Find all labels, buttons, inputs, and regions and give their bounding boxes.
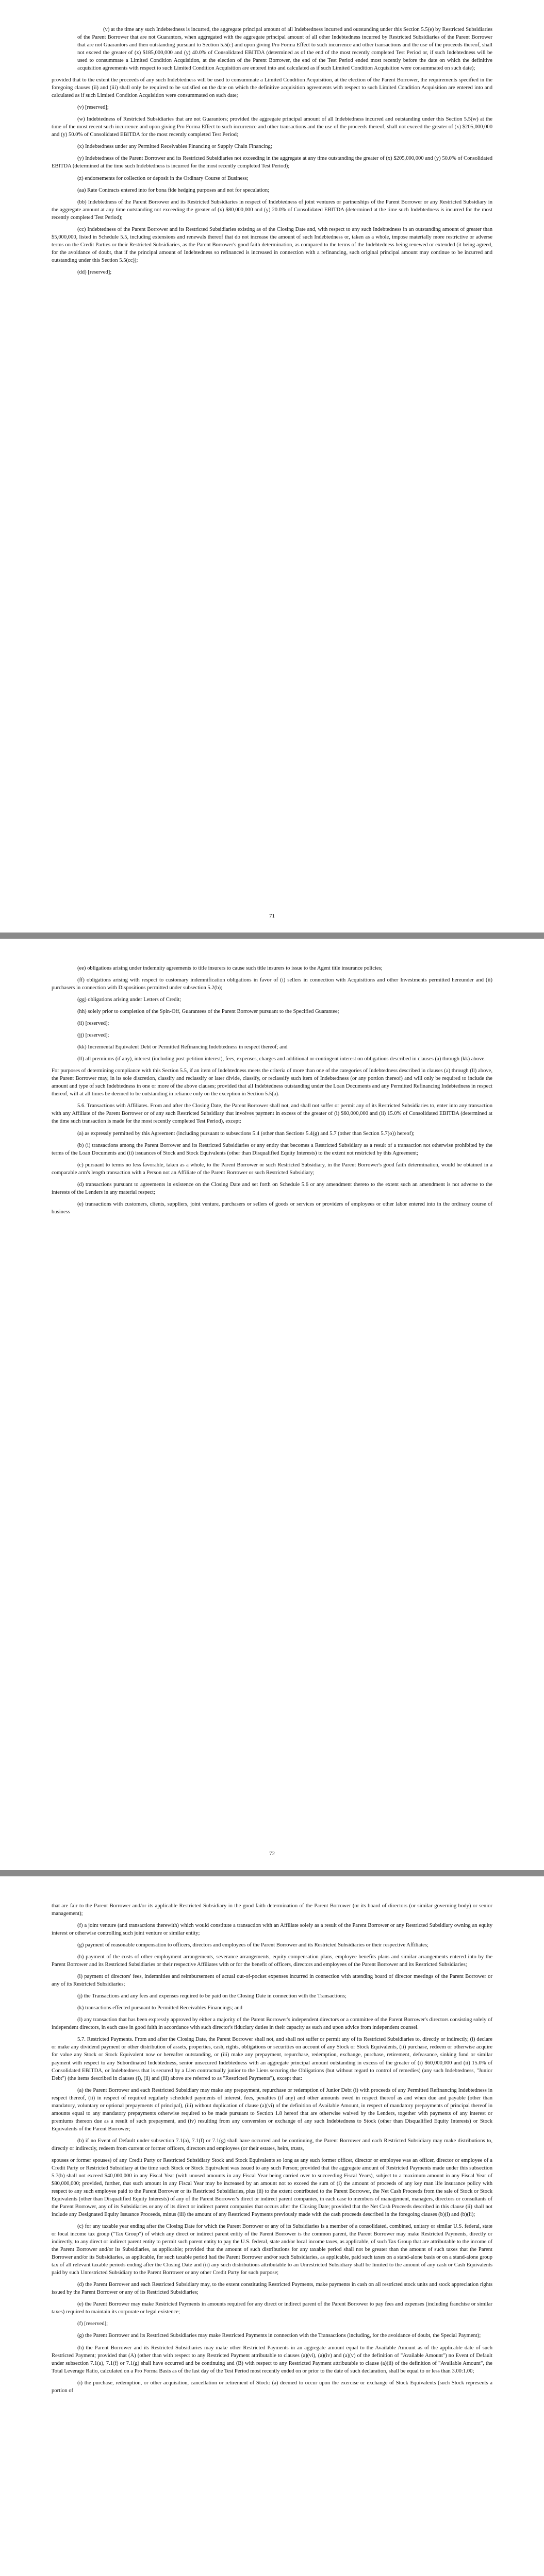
clause-paragraph: (w) Indebtedness of Restricted Subsidiaries that are not Guarantors; provided the aggregate principal amount of all Indebtedness incurred and outstanding under this Section 5.5(w) at the time of the most recent such incurrence and upon giving Pro Forma Effect to such incurrence and other transactions and the use of the proceeds thereof, shall not exceed the greater of (x) $205,000,000 and (y) 50.0% of Consolidated EBITDA for the most recently completed Test Period; <box>52 116 492 138</box>
clause-paragraph: (i) the purchase, redemption, or other acquisition, cancellation or retirement of Stock: (a) deemed to occur upon the exercise or exchange of Stock Equivalents (such Stock represents a portion of <box>52 2380 492 2394</box>
proviso-paragraph: provided that to the extent the proceeds of any such Indebtedness will be used to consummate a Limited Condition Acquisition, at the election of the Parent Borrower, the requirements specified in the foregoing clauses (ii) and (iii) shall only be required to be satisfied on the date on which the definitive acquisition agreements with respect to such Limited Condition Acquisition are entered into and calculated as if such Limited Condition Acquisition were consummated on such date; <box>52 77 492 99</box>
clause-paragraph: (c) pursuant to terms no less favorable, taken as a whole, to the Parent Borrower or such Restricted Subsidiary, in the Parent Borrower's good faith determination, would be obtained in a comparable arm's length transaction with a Person not an Affiliate of the Parent Borrower or such Restricted Subsidiary; <box>52 1162 492 1176</box>
clause-paragraph: (k) transactions effected pursuant to Permitted Receivables Financings; and <box>77 2005 242 2011</box>
clause-paragraph: (h) the Parent Borrower and its Restricted Subsidiaries may make other Restricted Payments in an aggregate amount equal to the Available Amount as of the applicable date of such Restricted Payment; provided that (A) (other than with respect to any Restricted Payment attributable to clauses (a)(vi), (a)(iv) and (a)(v) of the definition of "Available Amount") no Event of Default under subsection 7.1(a), 7.1(f) or 7.1(g) shall have occurred and be continuing and (B) with respect to any Restricted Payment attributable to clause (a)(ii) of the definition of "Available Amount", the Total Leverage Ratio, calculated on a Pro Forma Basis as of the last day of the Test Period most recently ended on or prior to the date of such declaration, shall be equal to or less than 3.00:1.00; <box>52 2345 492 2374</box>
clause-paragraph: (b) if no Event of Default under subsection 7.1(a), 7.1(f) or 7.1(g) shall have occurred and be continuing, the Parent Borrower and each Restricted Subsidiary may make distributions to, directly or indirectly, redeem from current or former officers, directors and employees (or their estates, heirs, trusts, <box>52 2138 492 2151</box>
continuation-paragraph: that are fair to the Parent Borrower and/or its applicable Restricted Subsidiary in the good faith determination of the Parent Borrower (or its board of directors (or similar governing body) or senior management); <box>52 1903 492 1917</box>
body-paragraph: For purposes of determining compliance with this Section 5.5, if an item of Indebtedness meets the criteria of more than one of the categories of Indebtedness described in clauses (a) through (ll) above, the Parent Borrower may, in its sole discretion, classify and reclassify or later divide, classify, or reclassify such item of Indebtedness (or any portion thereof) and will only be required to include the amount and type of such Indebtedness in one or more of the above clauses; provided that all Indebtedness outstanding under the Loan Documents and any Permitted Refinancing Indebtedness in respect thereof, will at all times be deemed to be outstanding in reliance only on the exception in Section 5.5(a). <box>52 1068 492 1097</box>
clause-paragraph: (f) a joint venture (and transactions therewith) which would constitute a transaction with an Affiliate solely as a result of the Parent Borrower or any Restricted Subsidiary owning an equity interest or otherwise controlling such joint venture or similar entity; <box>52 1923 492 1937</box>
document-page-72 <box>0 939 544 1870</box>
clause-paragraph: (j) the Transactions and any fees and expenses required to be paid on the Closing Date in connection with the Transactions; <box>77 1993 347 1999</box>
clause-paragraph: (ii) [reserved]; <box>77 1021 109 1027</box>
page-number: 72 <box>269 1851 275 1857</box>
clause-paragraph: (kk) Incremental Equivalent Debt or Permitted Refinancing Indebtedness in respect thereof; and <box>77 1044 288 1050</box>
clause-paragraph: (i) payment of directors' fees, indemnities and reimbursement of actual out-of-pocket expenses incurred in connection with attending board of director meetings of the Parent Borrower or any of its Restricted Subsidiaries; <box>52 1974 492 1988</box>
clause-paragraph: (d) transactions pursuant to agreements in existence on the Closing Date and set forth on Schedule 5.6 or any amendment thereto to the extent such an amendment is not adverse to the interests of the Lenders in any material respect; <box>52 1181 492 1195</box>
section-heading-paragraph: 5.6. Transactions with Affiliates. From and after the Closing Date, the Parent Borrower shall not, and shall not suffer or permit any of its Restricted Subsidiaries to, enter into any transaction with any Affiliate of the Parent Borrower or of any such Restricted Subsidiary that involves payment in excess of the greater of (i) $60,000,000 and (ii) 15.0% of Consolidated EBITDA (determined at the time such transaction is made for the most recently completed Test Period), except: <box>52 1103 492 1125</box>
clause-paragraph: (h) payment of the costs of other employment arrangements, severance arrangements, equity compensation plans, employee benefits plans and similar arrangements entered into by the Parent Borrower and its Restricted Subsidiaries or their respective Affiliates with or for the benefit of officers, directors and employees of the Parent Borrower and its Restricted Subsidiaries; <box>52 1954 492 1968</box>
page-body <box>52 964 492 1220</box>
clause-paragraph: (e) the Parent Borrower may make Restricted Payments in amounts required for any direct or indirect parent of the Parent Borrower to pay fees and expenses (including franchise or similar taxes) required to maintain its corporate or legal existence; <box>52 2301 492 2315</box>
clause-paragraph: (l) any transaction that has been expressly approved by either a majority of the Parent Borrower's independent directors or a committee of the Parent Borrower's directors consisting solely of independent directors, in each case in good faith in accordance with such director's fiduciary duties in their capacity as such and upon advice from independent counsel. <box>52 2017 492 2031</box>
page-body <box>52 26 492 280</box>
clause-paragraph: (aa) Rate Contracts entered into for bona fide hedging purposes and not for speculation; <box>77 187 270 193</box>
clause-paragraph: (a) the Parent Borrower and each Restricted Subsidiary may make any prepayment, repurchase or redemption of Junior Debt (i) with proceeds of any Permitted Refinancing Indebtedness in respect thereof, (ii) in respect of required regularly scheduled payments of interest, fees, penalties (if any) and other amounts owed in respect thereof as and when due and payable (other than mandatory, voluntary or optional prepayments of principal), (iii) without duplication of clause (a)(vi) of the definition of Available Amount, in respect of mandatory prepayments of principal thereof in amounts equal to any mandatory prepayments otherwise required to be made pursuant to Section 1.8 hereof that are otherwise waived by the Lenders, together with payments of any interest or premiums thereon due as a result of such prepayment, and (iv) resulting from any conversion or exchange of any such Indebtedness to Stock (other than Disqualified Equity Interests) or Stock Equivalents of the Parent Borrower; <box>52 2087 492 2132</box>
page-number: 71 <box>269 913 275 919</box>
clause-paragraph: (z) endorsements for collection or deposit in the Ordinary Course of Business; <box>77 175 249 181</box>
clause-paragraph: (dd) [reserved]; <box>77 269 112 275</box>
clause-paragraph: (ff) obligations arising with respect to customary indemnification obligations in favor of (i) sellers in connection with Acquisitions and other Investments permitted hereunder and (ii) purchasers in connection with Dispositions permitted under subsection 5.2(b); <box>52 977 492 991</box>
continuation-paragraph: spouses or former spouses) of any Credit Party or Restricted Subsidiary Stock and Stock Equivalents so long as any such former officer, director or employee was an officer, director or employee of a Credit Party or Restricted Subsidiary at the time such Stock or Stock Equivalent was issued to any such Person; provided that the aggregate amount of Restricted Payments made under this subsection 5.7(b) shall not exceed $40,000,000 in any Fiscal Year (with unused amounts in any Fiscal Year being carried over to succeeding Fiscal Years), subject to a maximum amount in any Fiscal Year of $80,000,000; provided, further, that such amount in any Fiscal Year may be increased by an amount not to exceed the sum of (i) the amount of proceeds of any key man life insurance policy with respect to any such employee paid to the Parent Borrower or its Restricted Subsidiaries, plus (ii) to the extent contributed to the Parent Borrower, the Net Cash Proceeds from the sale of Stock or Stock Equivalents (other than Disqualified Equity Interests) of any of the Parent Borrower's direct or indirect parent companies, in each case to members of management, managers, directors or consultants of the Parent Borrower, any of its Subsidiaries or any of its direct or indirect parent companies that occurs after the Closing Date; provided that the Net Cash Proceeds described in this clause (ii) shall not include any Designated Equity Issuance Proceeds, minus (iii) the amount of any Restricted Payments previously made with the cash proceeds described in the foregoing clauses (b)(i) and (b)(ii); <box>52 2157 492 2218</box>
section-heading-paragraph: 5.7. Restricted Payments. From and after the Closing Date, the Parent Borrower shall not, and shall not suffer or permit any of its Restricted Subsidiaries to, directly or indirectly, (i) declare or make any dividend payment or other distribution of assets, properties, cash, rights, obligations or securities on account of any Stock or Stock Equivalents, (ii) purchase, redeem or otherwise acquire for value any Stock or Stock Equivalent now or hereafter outstanding, or (iii) make any prepayment, repurchase, redemption, exchange, purchase, retirement, defeasance, sinking fund or similar payment with respect to any Subordinated Indebtedness, senior unsecured Indebtedness with an aggregate principal amount outstanding in excess of the greater of (i) $60,000,000 and (ii) 15.0% of Consolidated EBITDA, or Indebtedness that is secured by a Lien contractually junior to the Liens securing the Obligations (but without regard to control of remedies) (any such Indebtedness, "Junior Debt") (the items described in clauses (i), (ii) and (iii) above are referred to as "Restricted Payments"), except that: <box>52 2037 492 2081</box>
clause-paragraph: (d) the Parent Borrower and each Restricted Subsidiary may, to the extent constituting Restricted Payments, make payments in cash on all restricted stock units and stock appreciation rights issued by the Parent Borrower or any of its Restricted Subsidiaries; <box>52 2282 492 2296</box>
clause-paragraph: (e) transactions with customers, clients, suppliers, joint venture, purchasers or sellers of goods or services or providers of employees or other labor entered into in the ordinary course of business <box>52 1201 492 1215</box>
clause-paragraph: (c) for any taxable year ending after the Closing Date for which the Parent Borrower or any of its Subsidiaries is a member of a consolidated, combined, unitary or similar U.S. federal, state or local income tax group ("Tax Group") of which any direct or indirect parent entity of the Parent Borrower is the common parent, the Parent Borrower may make Restricted Payments, directly or indirectly, to any direct or indirect parent entity to permit such parent entity to pay the U.S. federal, state and/or local income taxes, as applicable, of such Tax Group that are attributable to the income of the Parent Borrower and/or its Subsidiaries, as applicable; provided that the amount of such distributions for any taxable period shall not be greater than the amount of such taxes that the Parent Borrower and/or its Subsidiaries, as applicable, for such taxable period had the Parent Borrower and/or such Subsidiaries, as applicable, paid such taxes on a stand-alone basis or on a stand-alone group tax of all relevant taxable periods ending after the Closing Date and (ii) any such distributions attributable to an Unrestricted Subsidiary shall be limited to the amount of any cash or Cash Equivalents paid by such Unrestricted Subsidiary to the Parent Borrower or any other Credit Party for such purpose; <box>52 2224 492 2276</box>
clause-paragraph: (bb) Indebtedness of the Parent Borrower and its Restricted Subsidiaries in respect of Indebtedness of joint ventures or partnerships of the Parent Borrower or any Restricted Subsidiary in the aggregate amount at any time outstanding not exceeding the greater of (x) $80,000,000 and (y) 20.0% of Consolidated EBITDA (determined at the time such Indebtedness is incurred for the most recently completed Test Period); <box>52 199 492 221</box>
clause-paragraph: (jj) [reserved]; <box>77 1032 109 1039</box>
clause-paragraph: (y) Indebtedness of the Parent Borrower and its Restricted Subsidiaries not exceeding in the aggregate at any time outstanding the greater of (x) $205,000,000 and (y) 50.0% of Consolidated EBITDA (determined at the time such Indebtedness is incurred for the most recently completed Test Period); <box>52 156 492 170</box>
clause-paragraph: (g) payment of reasonable compensation to officers, directors and employees of the Parent Borrower and its Restricted Subsidiaries or their respective Affiliates; <box>77 1942 428 1948</box>
clause-paragraph: (hh) solely prior to completion of the Spin-Off, Guarantees of the Parent Borrower pursuant to the Specified Guarantee; <box>77 1009 339 1015</box>
document-page-71 <box>0 0 544 933</box>
document-page-73 <box>0 1876 544 2576</box>
clause-paragraph: (v) [reserved]; <box>77 105 109 111</box>
clause-paragraph: (ll) all premiums (if any), interest (including post-petition interest), fees, expenses, charges and additional or contingent interest on obligations described in clauses (a) through (kk) above. <box>77 1056 486 1062</box>
clause-paragraph: (f) [reserved]; <box>77 2321 108 2327</box>
clause-paragraph: (gg) obligations arising under Letters of Credit; <box>77 997 182 1003</box>
page-body <box>52 1902 492 2399</box>
clause-paragraph: (cc) Indebtedness of the Parent Borrower and its Restricted Subsidiaries existing as of the Closing Date and, with respect to any such Indebtedness in an outstanding amount of greater than $5,000,000, listed in Schedule 5.5, including extensions and renewals thereof that do not increase the amount of such Indebtedness or, taken as a whole, impose materially more restrictive or adverse terms on the Credit Parties or their Restricted Subsidiaries, as the Parent Borrower's good faith determination, as compared to the terms of the Indebtedness being renewed or extended (it being agreed, for the avoidance of doubt, that if the principal amount of Indebtedness so refinanced is increased in connection with a refinancing, such original principal amount may continue to be incurred and outstanding under this Section 5.5(cc)); <box>52 226 492 263</box>
clause-paragraph: (g) the Parent Borrower and its Restricted Subsidiaries may make Restricted Payments in connection with the Transactions (including, for the avoidance of doubt, the Special Payment); <box>77 2333 481 2339</box>
clause-paragraph: (a) as expressly permitted by this Agreement (including pursuant to subsections 5.4 (other than Sections 5.4(g) and 5.7 (other than Section 5.7(o)) hereof); <box>77 1130 415 1137</box>
clause-paragraph: (ee) obligations arising under indemnity agreements to title insurers to cause such title insurers to issue to the Agent title insurance policies; <box>77 965 383 971</box>
clause-paragraph: (x) Indebtedness under any Permitted Receivables Financing or Supply Chain Financing; <box>77 144 272 150</box>
clause-paragraph: (v) at the time any such Indebtedness is incurred, the aggregate principal amount of all Indebtedness incurred and outstanding under this Section 5.5(e) by Restricted Subsidiaries of the Parent Borrower that are not Guarantors, when aggregated with the aggregate principal amount of all other Indebtedness incurred by Restricted Subsidiaries of the Parent Borrower that are not Guarantors and then outstanding pursuant to Section 5.5(c) and upon giving Pro Forma Effect to such incurrence and other transactions and the use of the proceeds thereof, shall not exceed the greater of (x) $185,000,000 and (y) 40.0% of Consolidated EBITDA (determined as of the end of the most recently completed Test Period or, if such Indebtedness will be used to consummate a Limited Condition Acquisition, at the election of the Parent Borrower, the end of the Test Period ended most recently before the date on which the definitive acquisition agreements with respect to such Limited Condition Acquisition are entered into and calculated as if such Limited Condition Acquisition were consummated on such date); <box>77 27 492 72</box>
clause-paragraph: (b) (i) transactions among the Parent Borrower and its Restricted Subsidiaries or any entity that becomes a Restricted Subsidiary as a result of a transaction not otherwise prohibited by the terms of the Loan Documents and (ii) issuances of Stock and Stock Equivalents (other than Disqualified Equity Interests) to the extent not restricted by this Agreement; <box>52 1142 492 1156</box>
